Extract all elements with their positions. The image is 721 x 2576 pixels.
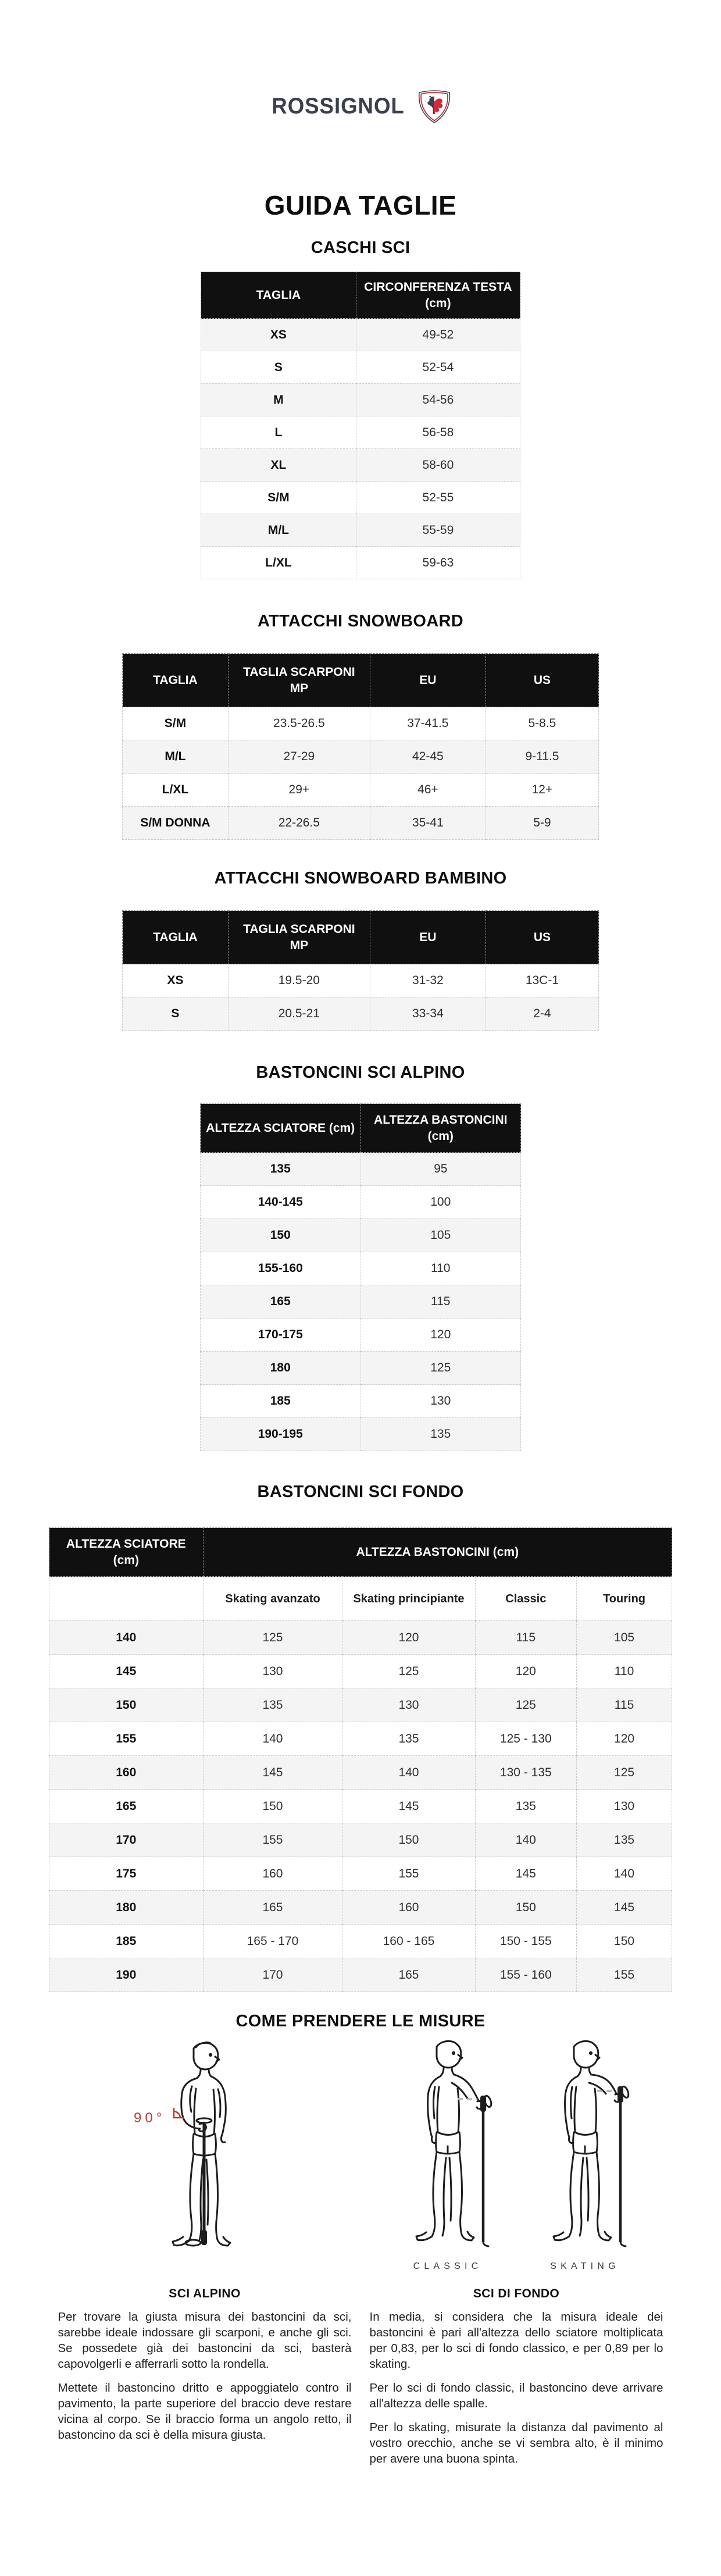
paragraph: Per trovare la giusta misura dei bastoncini da sci, sarebbe ideale indossare gli scarponi, e anche gli sci. Se possedete già dei bastoncini da sci, basterà capovolgerli e afferrarli sotto la rondella. (58, 2310, 352, 2371)
table-cell: 33-34 (370, 997, 486, 1031)
text-sci-di-fondo (370, 2309, 663, 2475)
table-cell: 105 (360, 1219, 521, 1252)
text-sci-alpino (58, 2309, 352, 2451)
classic-figure (387, 2039, 509, 2272)
table-cell: 110 (577, 1655, 672, 1688)
table-row (201, 1219, 521, 1252)
header-row (123, 654, 599, 707)
table-cell: 160 (342, 1891, 475, 1925)
measure-column-alpino (49, 2039, 360, 2475)
table-row (201, 1252, 521, 1285)
table-cell: 35-41 (370, 807, 486, 840)
table-cell: 120 (342, 1621, 475, 1655)
table-cell: 120 (475, 1655, 577, 1688)
table-cell: M (201, 384, 356, 416)
table-row (201, 1319, 521, 1352)
table-row (49, 1790, 672, 1823)
table-cell: 130 (203, 1655, 342, 1688)
heading-sci-alpino: SCI ALPINO (169, 2287, 241, 2300)
table-cell: S/M DONNA (123, 807, 229, 840)
column-header: EU (370, 654, 486, 707)
measure-column-fondo (360, 2039, 672, 2475)
table-row (201, 449, 520, 482)
table-cell: 5-9 (486, 807, 598, 840)
table-cell: 56-58 (356, 416, 520, 449)
section-title-attacchi-snowboard: ATTACCHI SNOWBOARD (258, 612, 463, 630)
skating-figure (524, 2039, 646, 2272)
table-row (49, 1823, 672, 1857)
table-cell: 145 (577, 1891, 672, 1925)
table-row (49, 1891, 672, 1925)
table-cell: 155 (203, 1823, 342, 1857)
table-cell: 46+ (370, 774, 486, 807)
table-cell: 55-59 (356, 514, 520, 547)
table-row (49, 1857, 672, 1891)
section-title-attacchi-bambino: ATTACCHI SNOWBOARD BAMBINO (214, 869, 507, 888)
table-cell: L/XL (201, 547, 356, 579)
rossignol-logo (0, 87, 721, 126)
table-cell: 165 (342, 1958, 475, 1992)
subcolumn-header: Skating principiante (342, 1577, 475, 1621)
table-cell: 130 (360, 1385, 521, 1418)
table-row (201, 1385, 521, 1418)
table-row (201, 416, 520, 449)
table-row (201, 482, 520, 514)
attacchi-snowboard-table (122, 653, 599, 840)
subheader-row (49, 1577, 672, 1621)
table-row (49, 1756, 672, 1790)
angle-label: 90° (134, 2110, 166, 2126)
table-row (49, 1958, 672, 1992)
table-row (123, 807, 599, 840)
table-cell: 95 (360, 1153, 521, 1186)
table-cell: 125 (577, 1756, 672, 1790)
section-title-bastoncini-fondo: BASTONCINI SCI FONDO (257, 1483, 464, 1501)
table-cell: 125 (342, 1655, 475, 1688)
rooster-shield-icon (415, 88, 454, 124)
bastoncini-alpino-table (200, 1103, 521, 1451)
table-cell: 115 (475, 1621, 577, 1655)
table-cell: 140 (342, 1756, 475, 1790)
table-row (201, 384, 520, 416)
table-row (201, 1352, 521, 1385)
table-cell: 125 (475, 1688, 577, 1722)
table-row (123, 707, 599, 740)
table-cell: 170 (203, 1958, 342, 1992)
table-cell: 160 (203, 1857, 342, 1891)
table-cell: 155-160 (201, 1252, 361, 1285)
column-header: TAGLIA SCARPONI MP (228, 654, 370, 707)
table-cell: 135 (577, 1823, 672, 1857)
table-cell: 190-195 (201, 1418, 361, 1451)
table-cell: 170 (49, 1823, 204, 1857)
table-cell: S/M (123, 707, 229, 740)
table-cell: S/M (201, 482, 356, 514)
table-cell: XS (123, 964, 229, 997)
table-row (201, 351, 520, 384)
table-cell: 140-145 (201, 1186, 361, 1219)
column-header: TAGLIA (201, 272, 356, 319)
table-cell: 155 - 160 (475, 1958, 577, 1992)
column-header-span: ALTEZZA BASTONCINI (cm) (203, 1528, 672, 1577)
measure-section (49, 2039, 672, 2475)
table-cell: 165 (201, 1285, 361, 1319)
table-cell: 31-32 (370, 964, 486, 997)
header-row (49, 1528, 672, 1577)
column-header: EU (370, 911, 486, 964)
table-cell: 165 (49, 1790, 204, 1823)
table-cell: M/L (201, 514, 356, 547)
table-row (49, 1655, 672, 1688)
empty-cell (49, 1577, 204, 1621)
table-cell: 160 - 165 (342, 1925, 475, 1958)
table-cell: 115 (360, 1285, 521, 1319)
table-cell: 185 (49, 1925, 204, 1958)
table-cell: 185 (201, 1385, 361, 1418)
table-row (123, 964, 599, 997)
table-cell: 160 (49, 1756, 204, 1790)
column-header: CIRCONFERENZA TESTA (cm) (356, 272, 520, 319)
paragraph: Per lo skating, misurate la distanza dal pavimento al vostro orecchio, anche se vi sembra alto, è il minimo per avere una buona spinta. (369, 2421, 663, 2466)
table-cell: 37-41.5 (370, 707, 486, 740)
table-cell: 150 (342, 1823, 475, 1857)
table-cell: 140 (49, 1621, 204, 1655)
table-cell: 145 (49, 1655, 204, 1688)
column-header: US (486, 654, 598, 707)
table-cell: 12+ (486, 774, 598, 807)
table-cell: 23.5-26.5 (228, 707, 370, 740)
skating-label: SKATING (550, 2261, 620, 2271)
table-cell: 120 (577, 1722, 672, 1756)
table-cell: 150 (49, 1688, 204, 1722)
table-cell: 150 (203, 1790, 342, 1823)
table-cell: 20.5-21 (228, 997, 370, 1031)
paragraph: Per lo sci di fondo classic, il bastoncino deve arrivare all'altezza delle spalle. (369, 2381, 663, 2411)
table-row (201, 319, 520, 351)
table-row (49, 1688, 672, 1722)
section-title-bastoncini-alpino: BASTONCINI SCI ALPINO (256, 1063, 465, 1082)
table-cell: 145 (342, 1790, 475, 1823)
table-cell: 130 (577, 1790, 672, 1823)
column-header: TAGLIA (123, 654, 229, 707)
table-cell: 150 (201, 1219, 361, 1252)
table-cell: 130 (342, 1688, 475, 1722)
table-cell: 155 (49, 1722, 204, 1756)
table-row (201, 1285, 521, 1319)
table-cell: 120 (360, 1319, 521, 1352)
table-cell: L/XL (123, 774, 229, 807)
table-cell: 135 (203, 1688, 342, 1722)
table-cell: 110 (360, 1252, 521, 1285)
table-row (201, 1186, 521, 1219)
table-cell: 49-52 (356, 319, 520, 351)
column-header: ALTEZZA SCIATORE (cm) (49, 1528, 204, 1577)
table-cell: 155 (577, 1958, 672, 1992)
alpine-pole-figure (117, 2039, 292, 2272)
table-cell: 150 - 155 (475, 1925, 577, 1958)
table-cell: 22-26.5 (228, 807, 370, 840)
table-row (201, 547, 520, 579)
table-cell: 42-45 (370, 740, 486, 774)
table-cell: 9-11.5 (486, 740, 598, 774)
header-row (123, 911, 599, 964)
table-row (201, 514, 520, 547)
table-cell: 175 (49, 1857, 204, 1891)
table-row (49, 1925, 672, 1958)
page-title: GUIDA TAGLIE (264, 190, 457, 220)
table-cell: 150 (475, 1891, 577, 1925)
table-cell: S (201, 351, 356, 384)
column-header: TAGLIA SCARPONI MP (228, 911, 370, 964)
table-cell: 125 (360, 1352, 521, 1385)
table-cell: 165 (203, 1891, 342, 1925)
table-cell: 54-56 (356, 384, 520, 416)
classic-label: CLASSIC (413, 2261, 483, 2271)
brand-wordmark: ROSSIGNOL (272, 94, 405, 119)
table-cell: 52-55 (356, 482, 520, 514)
table-cell: 105 (577, 1621, 672, 1655)
header-row (201, 272, 520, 319)
subcolumn-header: Touring (577, 1577, 672, 1621)
table-cell: XS (201, 319, 356, 351)
table-cell: 190 (49, 1958, 204, 1992)
table-cell: 135 (201, 1153, 361, 1186)
paragraph: In media, si considera che la misura ideale dei bastoncini è pari all'altezza dello sciatore moltiplicata per 0,83, per lo sci di fondo classico, e per 0,89 per lo skating. (369, 2310, 663, 2371)
table-cell: XL (201, 449, 356, 482)
table-cell: M/L (123, 740, 229, 774)
table-cell: 140 (475, 1823, 577, 1857)
table-cell: 100 (360, 1186, 521, 1219)
column-header: ALTEZZA SCIATORE (cm) (201, 1104, 361, 1153)
table-cell: 165 - 170 (203, 1925, 342, 1958)
table-cell: 125 - 130 (475, 1722, 577, 1756)
table-cell: 27-29 (228, 740, 370, 774)
table-row (49, 1722, 672, 1756)
table-cell: 29+ (228, 774, 370, 807)
table-row (201, 1153, 521, 1186)
table-cell: 145 (475, 1857, 577, 1891)
column-header: ALTEZZA BASTONCINI (cm) (360, 1104, 521, 1153)
table-cell: 19.5-20 (228, 964, 370, 997)
table-row (201, 1418, 521, 1451)
table-cell: 180 (201, 1352, 361, 1385)
bastoncini-fondo-table (49, 1527, 672, 1992)
table-cell: 140 (203, 1722, 342, 1756)
paragraph: Mettete il bastoncino dritto e appoggiatelo contro il pavimento, la parte superiore del braccio deve restare vicina al corpo. Se il braccio forma un angolo retto, il bastoncino da sci è della misura giusta. (58, 2381, 352, 2442)
subcolumn-header: Classic (475, 1577, 577, 1621)
heading-sci-di-fondo: SCI DI FONDO (473, 2287, 560, 2300)
section-title-come-prendere: COME PRENDERE LE MISURE (235, 2012, 486, 2030)
table-cell: 150 (577, 1925, 672, 1958)
table-cell: 5-8.5 (486, 707, 598, 740)
column-header: TAGLIA (123, 911, 229, 964)
table-cell: 155 (342, 1857, 475, 1891)
table-cell: 115 (577, 1688, 672, 1722)
table-cell: 52-54 (356, 351, 520, 384)
table-cell: 140 (577, 1857, 672, 1891)
header-row (201, 1104, 521, 1153)
caschi-sci-table (201, 272, 520, 579)
table-cell: L (201, 416, 356, 449)
angle-annotation (134, 2108, 184, 2126)
attacchi-bambino-table (122, 910, 599, 1031)
table-cell: 13C-1 (486, 964, 598, 997)
table-cell: 145 (203, 1756, 342, 1790)
section-title-caschi-sci: CASCHI SCI (310, 238, 411, 257)
table-cell: 125 (203, 1621, 342, 1655)
table-cell: 180 (49, 1891, 204, 1925)
table-row (123, 997, 599, 1031)
table-cell: 130 - 135 (475, 1756, 577, 1790)
table-cell: 135 (475, 1790, 577, 1823)
table-cell: 59-63 (356, 547, 520, 579)
subcolumn-header: Skating avanzato (203, 1577, 342, 1621)
table-cell: 2-4 (486, 997, 598, 1031)
table-cell: 170-175 (201, 1319, 361, 1352)
table-row (123, 740, 599, 774)
table-row (49, 1621, 672, 1655)
table-cell: 58-60 (356, 449, 520, 482)
table-cell: 135 (342, 1722, 475, 1756)
table-row (123, 774, 599, 807)
table-cell: S (123, 997, 229, 1031)
table-cell: 135 (360, 1418, 521, 1451)
column-header: US (486, 911, 598, 964)
